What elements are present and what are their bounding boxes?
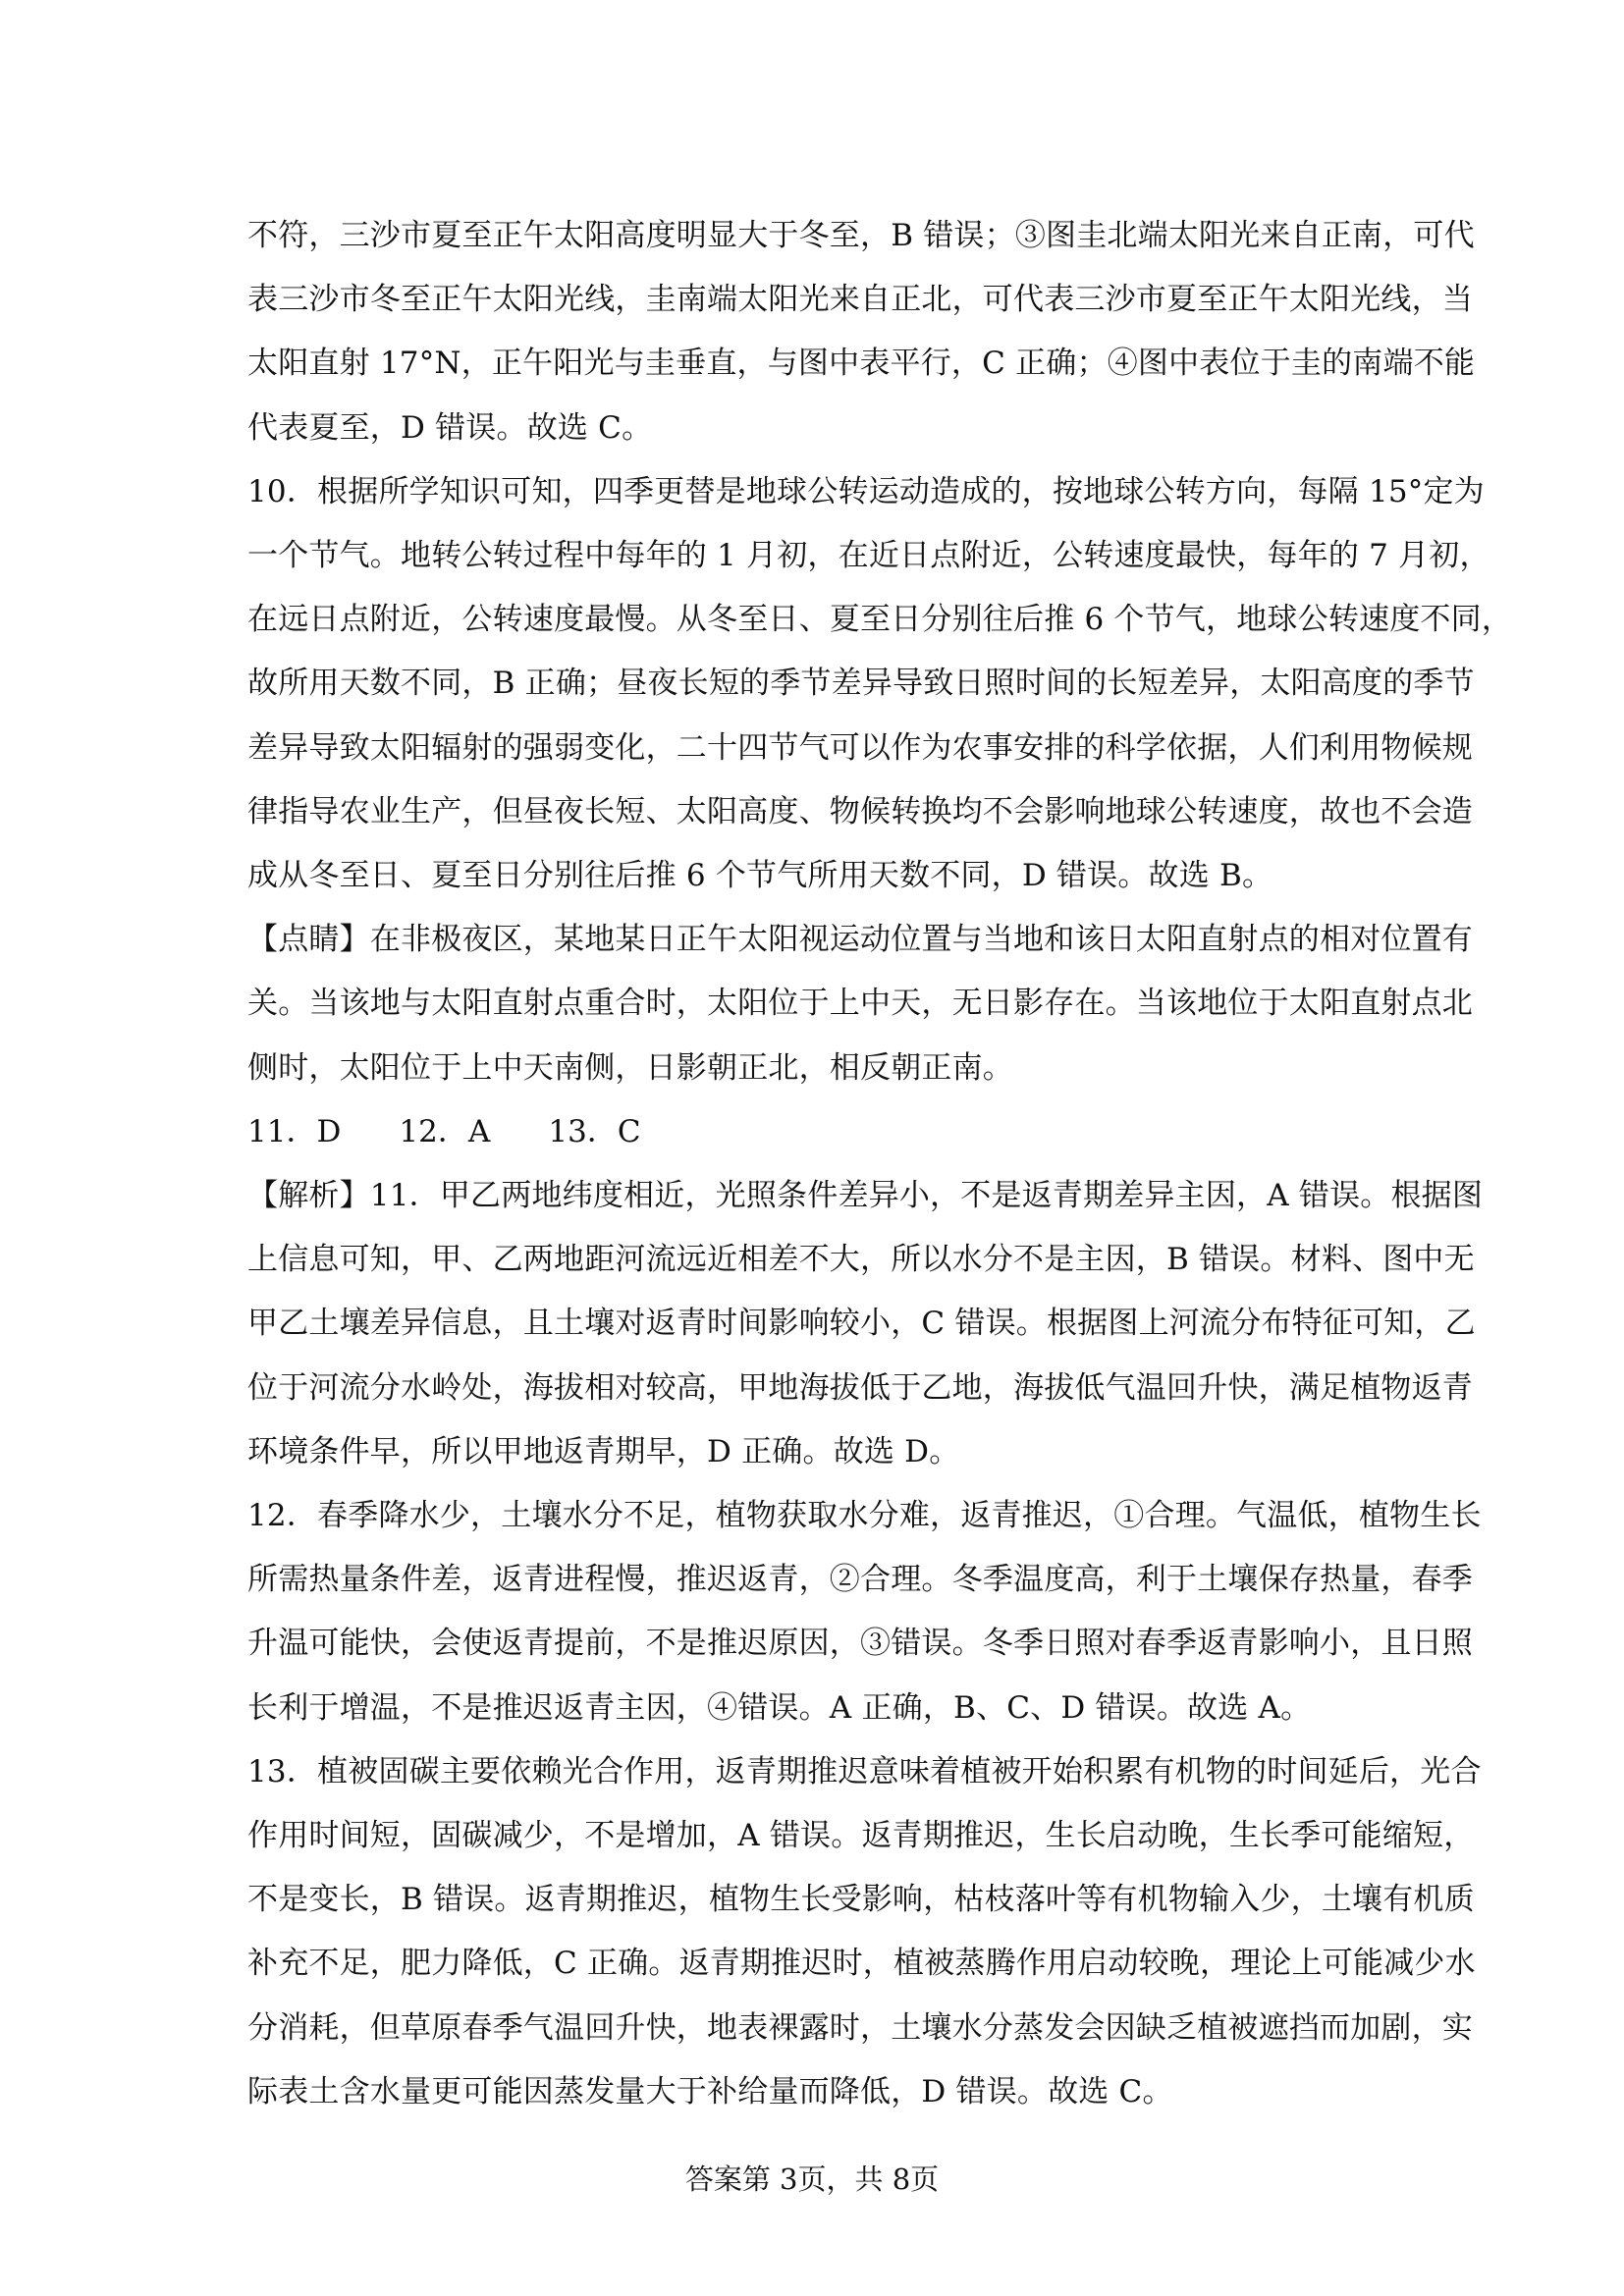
text-line: 甲乙土壤差异信息，且土壤对返青时间影响较小，C 错误。根据图上河流分布特征可知，乙 bbox=[247, 1306, 1476, 1342]
text-line: 一个节气。地转公转过程中每年的 1 月初，在近日点附近，公转速度最快，每年的 7 月初， bbox=[247, 538, 1490, 574]
document-body bbox=[247, 204, 1513, 2124]
paragraph-q9-continuation bbox=[247, 204, 1476, 460]
text-line: 不符，三沙市夏至正午太阳高度明显大于冬至，B 错误；③图圭北端太阳光来自正南，可代 bbox=[247, 218, 1475, 253]
paragraph-q12 bbox=[247, 1484, 1482, 1740]
text-line: 际表土含水量更可能因蒸发量大于补给量而降低，D 错误。故选 C。 bbox=[247, 2073, 1173, 2109]
text-line: 关。当该地与太阳直射点重合时，太阳位于上中天，无日影存在。当该地位于太阳直射点北 bbox=[247, 986, 1473, 1022]
text-line: 不是变长，B 错误。返青期推迟，植物生长受影响，枯枝落叶等有机物输入少，土壤有机质 bbox=[247, 1882, 1475, 1918]
text-line: 所需热量条件差，返青进程慢，推迟返青，②合理。冬季温度高，利于土壤保存热量，春季 bbox=[247, 1562, 1473, 1598]
text-line: 位于河流分水岭处，海拔相对较高，甲地海拔低于乙地，海拔低气温回升快，满足植物返青 bbox=[247, 1369, 1473, 1406]
paragraph-q13 bbox=[247, 1740, 1482, 2124]
answer-key-11-13: 11．D 12．A 13．C bbox=[247, 1113, 641, 1149]
text-line: 长利于增温，不是推迟返青主因，④错误。A 正确，B、C、D 错误。故选 A。 bbox=[247, 1689, 1312, 1726]
page-footer: 答案第 3页，共 8页 bbox=[684, 2163, 940, 2196]
text-line: 太阳直射 17°N，正午阳光与圭垂直，与图中表平行，C 正确；④图中表位于圭的南端不能 bbox=[247, 346, 1476, 382]
paragraph-tip bbox=[247, 908, 1473, 1100]
text-line: 环境条件早，所以甲地返青期早，D 正确。故选 D。 bbox=[247, 1433, 960, 1469]
text-line: 分消耗，但草原春季气温回升快，地表裸露时，土壤水分蒸发会因缺乏植被遮挡而加剧，实 bbox=[247, 2009, 1473, 2046]
text-line: 律指导农业生产，但昼夜长短、太阳高度、物候转换均不会影响地球公转速度，故也不会造 bbox=[247, 793, 1473, 829]
text-line: 在远日点附近，公转速度最慢。从冬至日、夏至日分别往后推 6 个节气，地球公转速度不同， bbox=[247, 602, 1513, 638]
text-line: 作用时间短，固碳减少，不是增加，A 错误。返青期推迟，生长启动晚，生长季可能缩短， bbox=[247, 1818, 1475, 1854]
text-line: 上信息可知，甲、乙两地距河流远近相差不大，所以水分不是主因，B 错误。材料、图中无 bbox=[247, 1242, 1475, 1278]
text-line: 【点睛】在非极夜区，某地某日正午太阳视运动位置与当地和该日太阳直射点的相对位置有 bbox=[247, 922, 1473, 958]
text-line: 补充不足，肥力降低，C 正确。返青期推迟时，植被蒸腾作用启动较晚，理论上可能减少水 bbox=[247, 1946, 1476, 1982]
text-line: 侧时，太阳位于上中天南侧，日影朝正北，相反朝正南。 bbox=[247, 1049, 1013, 1086]
text-line: 13．植被固碳主要依赖光合作用，返青期推迟意味着植被开始积累有机物的时间延后，光合 bbox=[247, 1753, 1482, 1789]
text-line: 【解析】11．甲乙两地纬度相近，光照条件差异小，不是返青期差异主因，A 错误。根据图 bbox=[247, 1178, 1484, 1214]
text-line: 升温可能快，会使返青提前，不是推迟原因，③错误。冬季日照对春季返青影响小，且日照 bbox=[247, 1626, 1473, 1662]
paragraph-q10 bbox=[247, 460, 1513, 908]
text-line: 代表夏至，D 错误。故选 C。 bbox=[247, 409, 653, 446]
text-line: 表三沙市冬至正午太阳光线，圭南端太阳光来自正北，可代表三沙市夏至正午太阳光线，当 bbox=[247, 282, 1473, 318]
text-line: 成从冬至日、夏至日分别往后推 6 个节气所用天数不同，D 错误。故选 B。 bbox=[247, 858, 1273, 894]
text-line: 12．春季降水少，土壤水分不足，植物获取水分难，返青推迟，①合理。气温低，植物生长 bbox=[247, 1498, 1482, 1534]
text-line: 10．根据所学知识可知，四季更替是地球公转运动造成的，按地球公转方向，每隔 15°定为 bbox=[247, 473, 1485, 509]
paragraph-q11-analysis bbox=[247, 1164, 1484, 1484]
text-line: 故所用天数不同，B 正确；昼夜长短的季节差异导致日照时间的长短差异，太阳高度的季节 bbox=[247, 666, 1475, 702]
text-line: 差异导致太阳辐射的强弱变化，二十四节气可以作为农事安排的科学依据，人们利用物候规 bbox=[247, 729, 1473, 766]
